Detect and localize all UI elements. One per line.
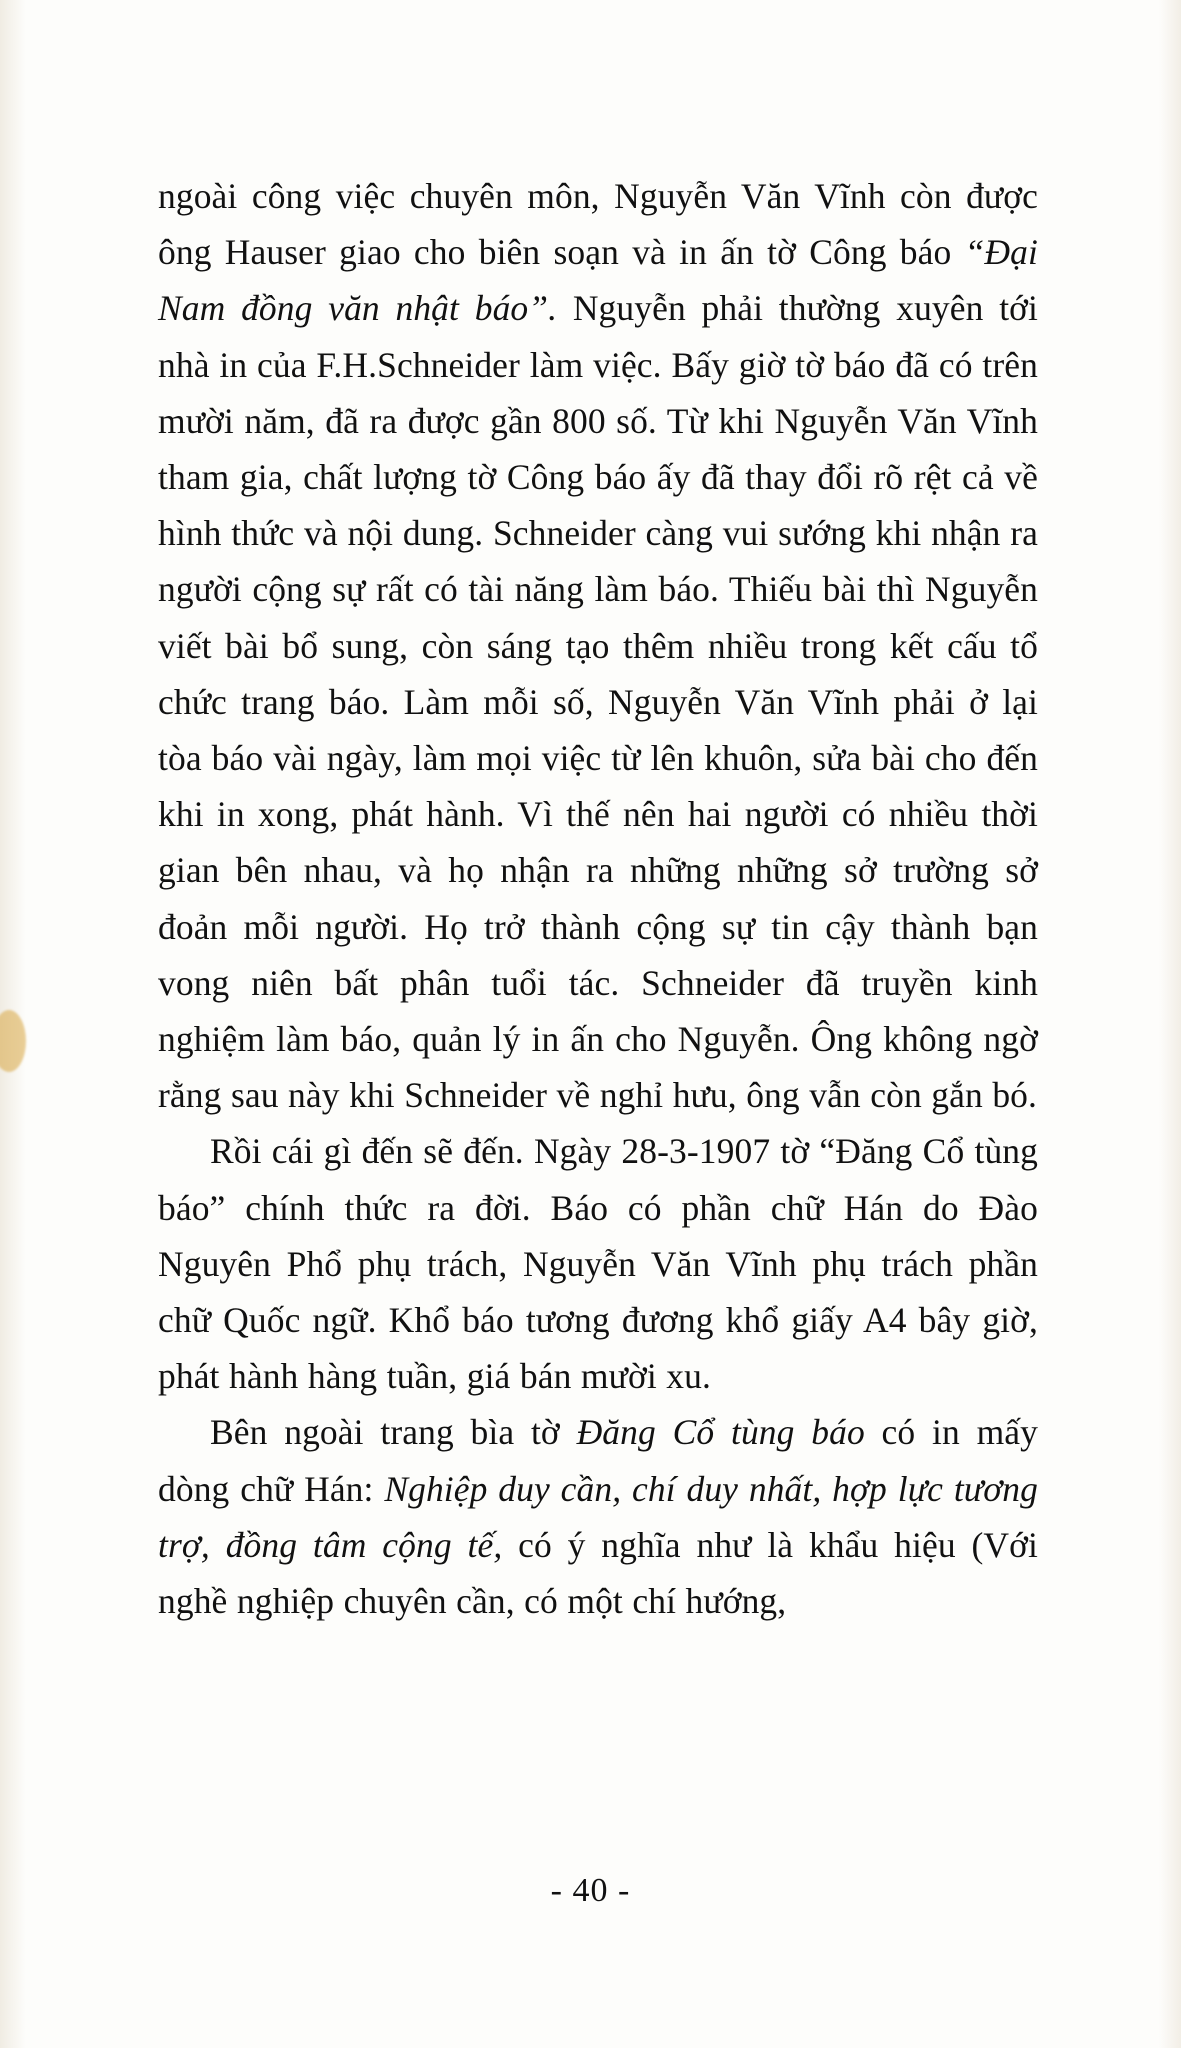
- page-text-block: [158, 168, 1038, 1629]
- paragraph-3-italic-title: Đăng Cổ tùng báo: [576, 1412, 865, 1453]
- page-number: - 40 -: [550, 1872, 631, 1909]
- paragraph-3: [158, 1404, 1038, 1629]
- paragraph-2: [158, 1123, 1038, 1404]
- paragraph-2-text: Rồi cái gì đến sẽ đến. Ngày 28-3-1907 tờ “Đăng Cổ tùng báo” chính thức ra đời. Báo có phần chữ Hán do Đào Nguyên Phổ phụ trách, Nguyễn Văn Vĩnh phụ trách phần chữ Quốc ngữ. Khổ báo tương đương khổ giấy A4 bây giờ, phát hành hàng tuần, giá bán mười xu.: [158, 1131, 1038, 1397]
- paragraph-1-text-a: ngoài công việc chuyên môn, Nguyễn Văn Vĩnh còn được ông Hauser giao cho biên soạn và in ấn tờ Công báo: [158, 176, 1038, 273]
- page-edge-stain: [0, 1010, 26, 1072]
- paragraph-3-italic-motto: Nghiệp duy cần, chí duy nhất, hợp lực tương trợ, đồng tâm cộng tế,: [158, 1468, 1038, 1565]
- paragraph-1-italic-title: “Đại Nam đồng văn nhật báo”.: [158, 232, 1038, 329]
- paragraph-3-text-b: có in mấy dòng chữ Hán:: [158, 1412, 1038, 1509]
- paragraph-1: [158, 168, 1038, 1123]
- paragraph-3-text-c: có ý nghĩa như là khẩu hiệu (Với nghề nghiệp chuyên cần, có một chí hướng,: [158, 1524, 1038, 1622]
- paragraph-3-text-a: Bên ngoài trang bìa tờ: [210, 1412, 577, 1453]
- paragraph-1-text-b: Nguyễn phải thường xuyên tới nhà in của F.H.Schneider làm việc. Bấy giờ tờ báo đã có trên mười năm, đã ra được gần 800 số. Từ khi Nguyễn Văn Vĩnh tham gia, chất lượng tờ Công báo ấy đã thay đổi rõ rệt cả về hình thức và nội dung. Schneider càng vui sướng khi nhận ra người cộng sự rất có tài năng làm báo. Thiếu bài thì Nguyễn viết bài bổ sung, còn sáng tạo thêm nhiều trong kết cấu tổ chức trang báo. Làm mỗi số, Nguyễn Văn Vĩnh phải ở lại tòa báo vài ngày, làm mọi việc từ lên khuôn, sửa bài cho đến khi in xong, phát hành. Vì thế nên hai người có nhiều thời gian bên nhau, và họ nhận ra những những sở trường sở đoản mỗi người. Họ trở thành cộng sự tin cậy thành bạn vong niên bất phân tuổi tác. Schneider đã truyền kinh nghiệm làm báo, quản lý in ấn cho Nguyễn. Ông không ngờ rằng sau này khi Schneider về nghỉ hưu, ông vẫn còn gắn bó.: [158, 288, 1038, 1116]
